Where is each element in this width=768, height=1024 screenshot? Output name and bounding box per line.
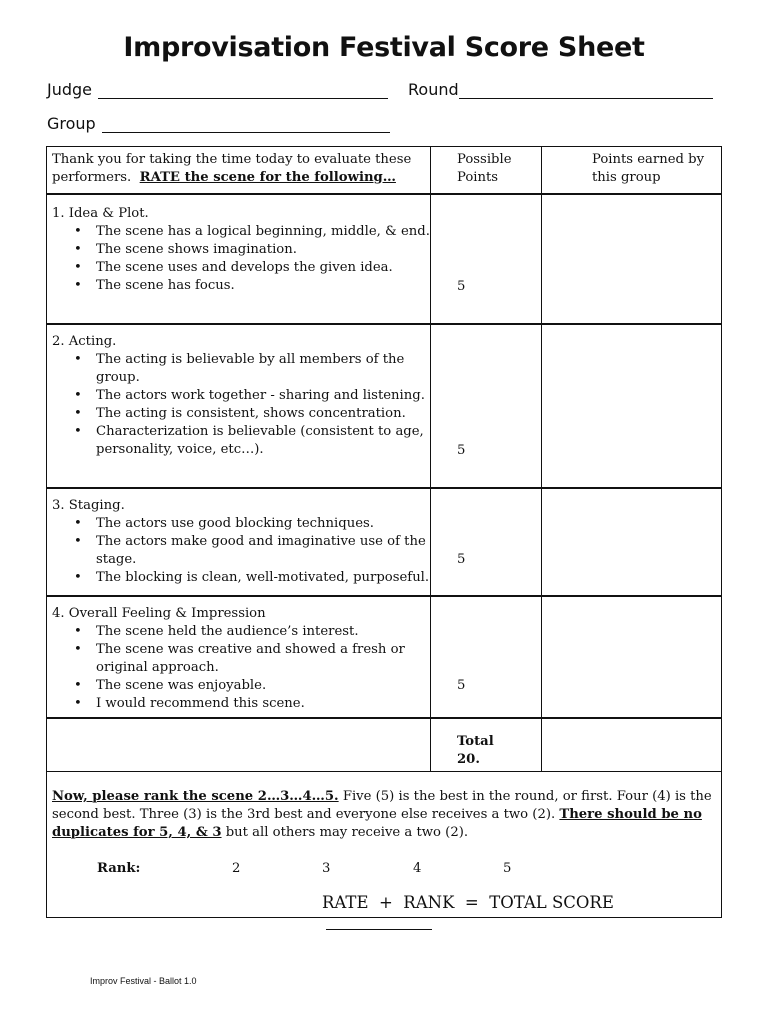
total-label: Total 20. xyxy=(457,734,494,767)
criterion-bullet: • The scene held the audience’s interest. xyxy=(96,623,430,641)
criterion-bullet: • The acting is consistent, shows concentration. xyxy=(96,405,430,423)
criterion-bullet: • The acting is believable by all members of the group. xyxy=(96,351,430,387)
total-score-formula xyxy=(322,894,721,930)
formula-text: RATE + RANK = TOTAL SCORE xyxy=(322,893,614,912)
possible-points-value: 5 xyxy=(457,279,466,294)
rank-instructions xyxy=(47,772,721,842)
criterion-bullet: • The scene was creative and showed a fresh or original approach. xyxy=(96,641,430,677)
criterion-title: 1. Idea & Plot. xyxy=(52,206,149,221)
total-empty-cell xyxy=(47,719,431,771)
criterion-bullet: • The scene uses and develops the given idea. xyxy=(96,259,430,277)
round-field xyxy=(408,80,713,99)
possible-points-header: Possible Points xyxy=(431,147,542,193)
criterion-bullet: • The scene has focus. xyxy=(96,277,430,295)
intro-cell xyxy=(47,147,431,193)
criterion-row xyxy=(47,323,721,487)
possible-points-value: 5 xyxy=(457,552,466,567)
criterion-bullet: • The actors work together - sharing and listening. xyxy=(96,387,430,405)
rank-label: Rank: xyxy=(97,861,141,876)
criterion-bullet: • The blocking is clean, well-motivated, purposeful. xyxy=(96,569,430,587)
rank-outro: but all others may receive a two (2). xyxy=(221,825,469,840)
rank-no-duplicates: There should be no duplicates for 5, 4, & 3 xyxy=(52,807,702,840)
criterion-bullet: • The scene was enjoyable. xyxy=(96,677,430,695)
score-table xyxy=(46,146,722,918)
intro-text: Thank you for taking the time today to evaluate these performers. xyxy=(52,152,412,185)
points-earned-cell[interactable] xyxy=(542,489,721,595)
points-earned-cell[interactable] xyxy=(542,325,721,487)
rank-intro-underlined: Now, please rank the scene 2…3…4…5. xyxy=(52,789,339,804)
criterion-bullet: • Characterization is believable (consistent to age, personality, voice, etc…). xyxy=(96,423,430,459)
criterion-bullet: • The actors make good and imaginative use of the stage. xyxy=(96,533,430,569)
judge-label: Judge xyxy=(47,80,93,99)
criterion-bullet: • The scene shows imagination. xyxy=(96,241,430,259)
total-earned-cell[interactable] xyxy=(542,719,721,771)
table-header-row xyxy=(47,147,721,193)
criterion-title: 2. Acting. xyxy=(52,334,117,349)
footer-text: Improv Festival - Ballot 1.0 xyxy=(90,976,197,986)
points-earned-cell[interactable] xyxy=(542,195,721,323)
criterion-title: 4. Overall Feeling & Impression xyxy=(52,606,266,621)
criterion-bullet: • The scene has a logical beginning, middle, & end. xyxy=(96,223,430,241)
points-earned-header: Points earned by this group xyxy=(592,152,705,185)
criterion-bullet: • I would recommend this scene. xyxy=(96,695,430,713)
group-field xyxy=(47,114,390,133)
possible-points-value: 5 xyxy=(457,443,466,458)
criterion-bullet: • The actors use good blocking techniques. xyxy=(96,515,430,533)
points-earned-cell[interactable] xyxy=(542,597,721,717)
group-line[interactable] xyxy=(102,118,390,133)
round-label: Round xyxy=(408,80,459,99)
intro-emphasis: RATE the scene for the following… xyxy=(139,170,396,185)
total-row xyxy=(47,717,721,771)
round-line[interactable] xyxy=(459,84,713,99)
rank-option[interactable]: 5 xyxy=(503,861,512,876)
possible-points-value: 5 xyxy=(457,678,466,693)
criterion-row xyxy=(47,487,721,595)
total-score-line[interactable] xyxy=(326,915,432,930)
rank-option[interactable]: 4 xyxy=(413,861,422,876)
rank-intro-text: Five (5) is the best in the round, or first. Four (4) is the second best. Three (3) is the 3rd best and everyone else receives a two (2). xyxy=(52,789,712,822)
criterion-row xyxy=(47,193,721,323)
rank-section xyxy=(47,771,721,919)
page-title: Improvisation Festival Score Sheet xyxy=(123,32,645,63)
judge-line[interactable] xyxy=(98,84,388,99)
rank-option[interactable]: 3 xyxy=(322,861,331,876)
judge-field xyxy=(47,80,388,99)
rank-option[interactable]: 2 xyxy=(232,861,241,876)
group-label: Group xyxy=(47,114,96,133)
criterion-title: 3. Staging. xyxy=(52,498,125,513)
criterion-row xyxy=(47,595,721,717)
total-value: 20. xyxy=(457,752,480,767)
